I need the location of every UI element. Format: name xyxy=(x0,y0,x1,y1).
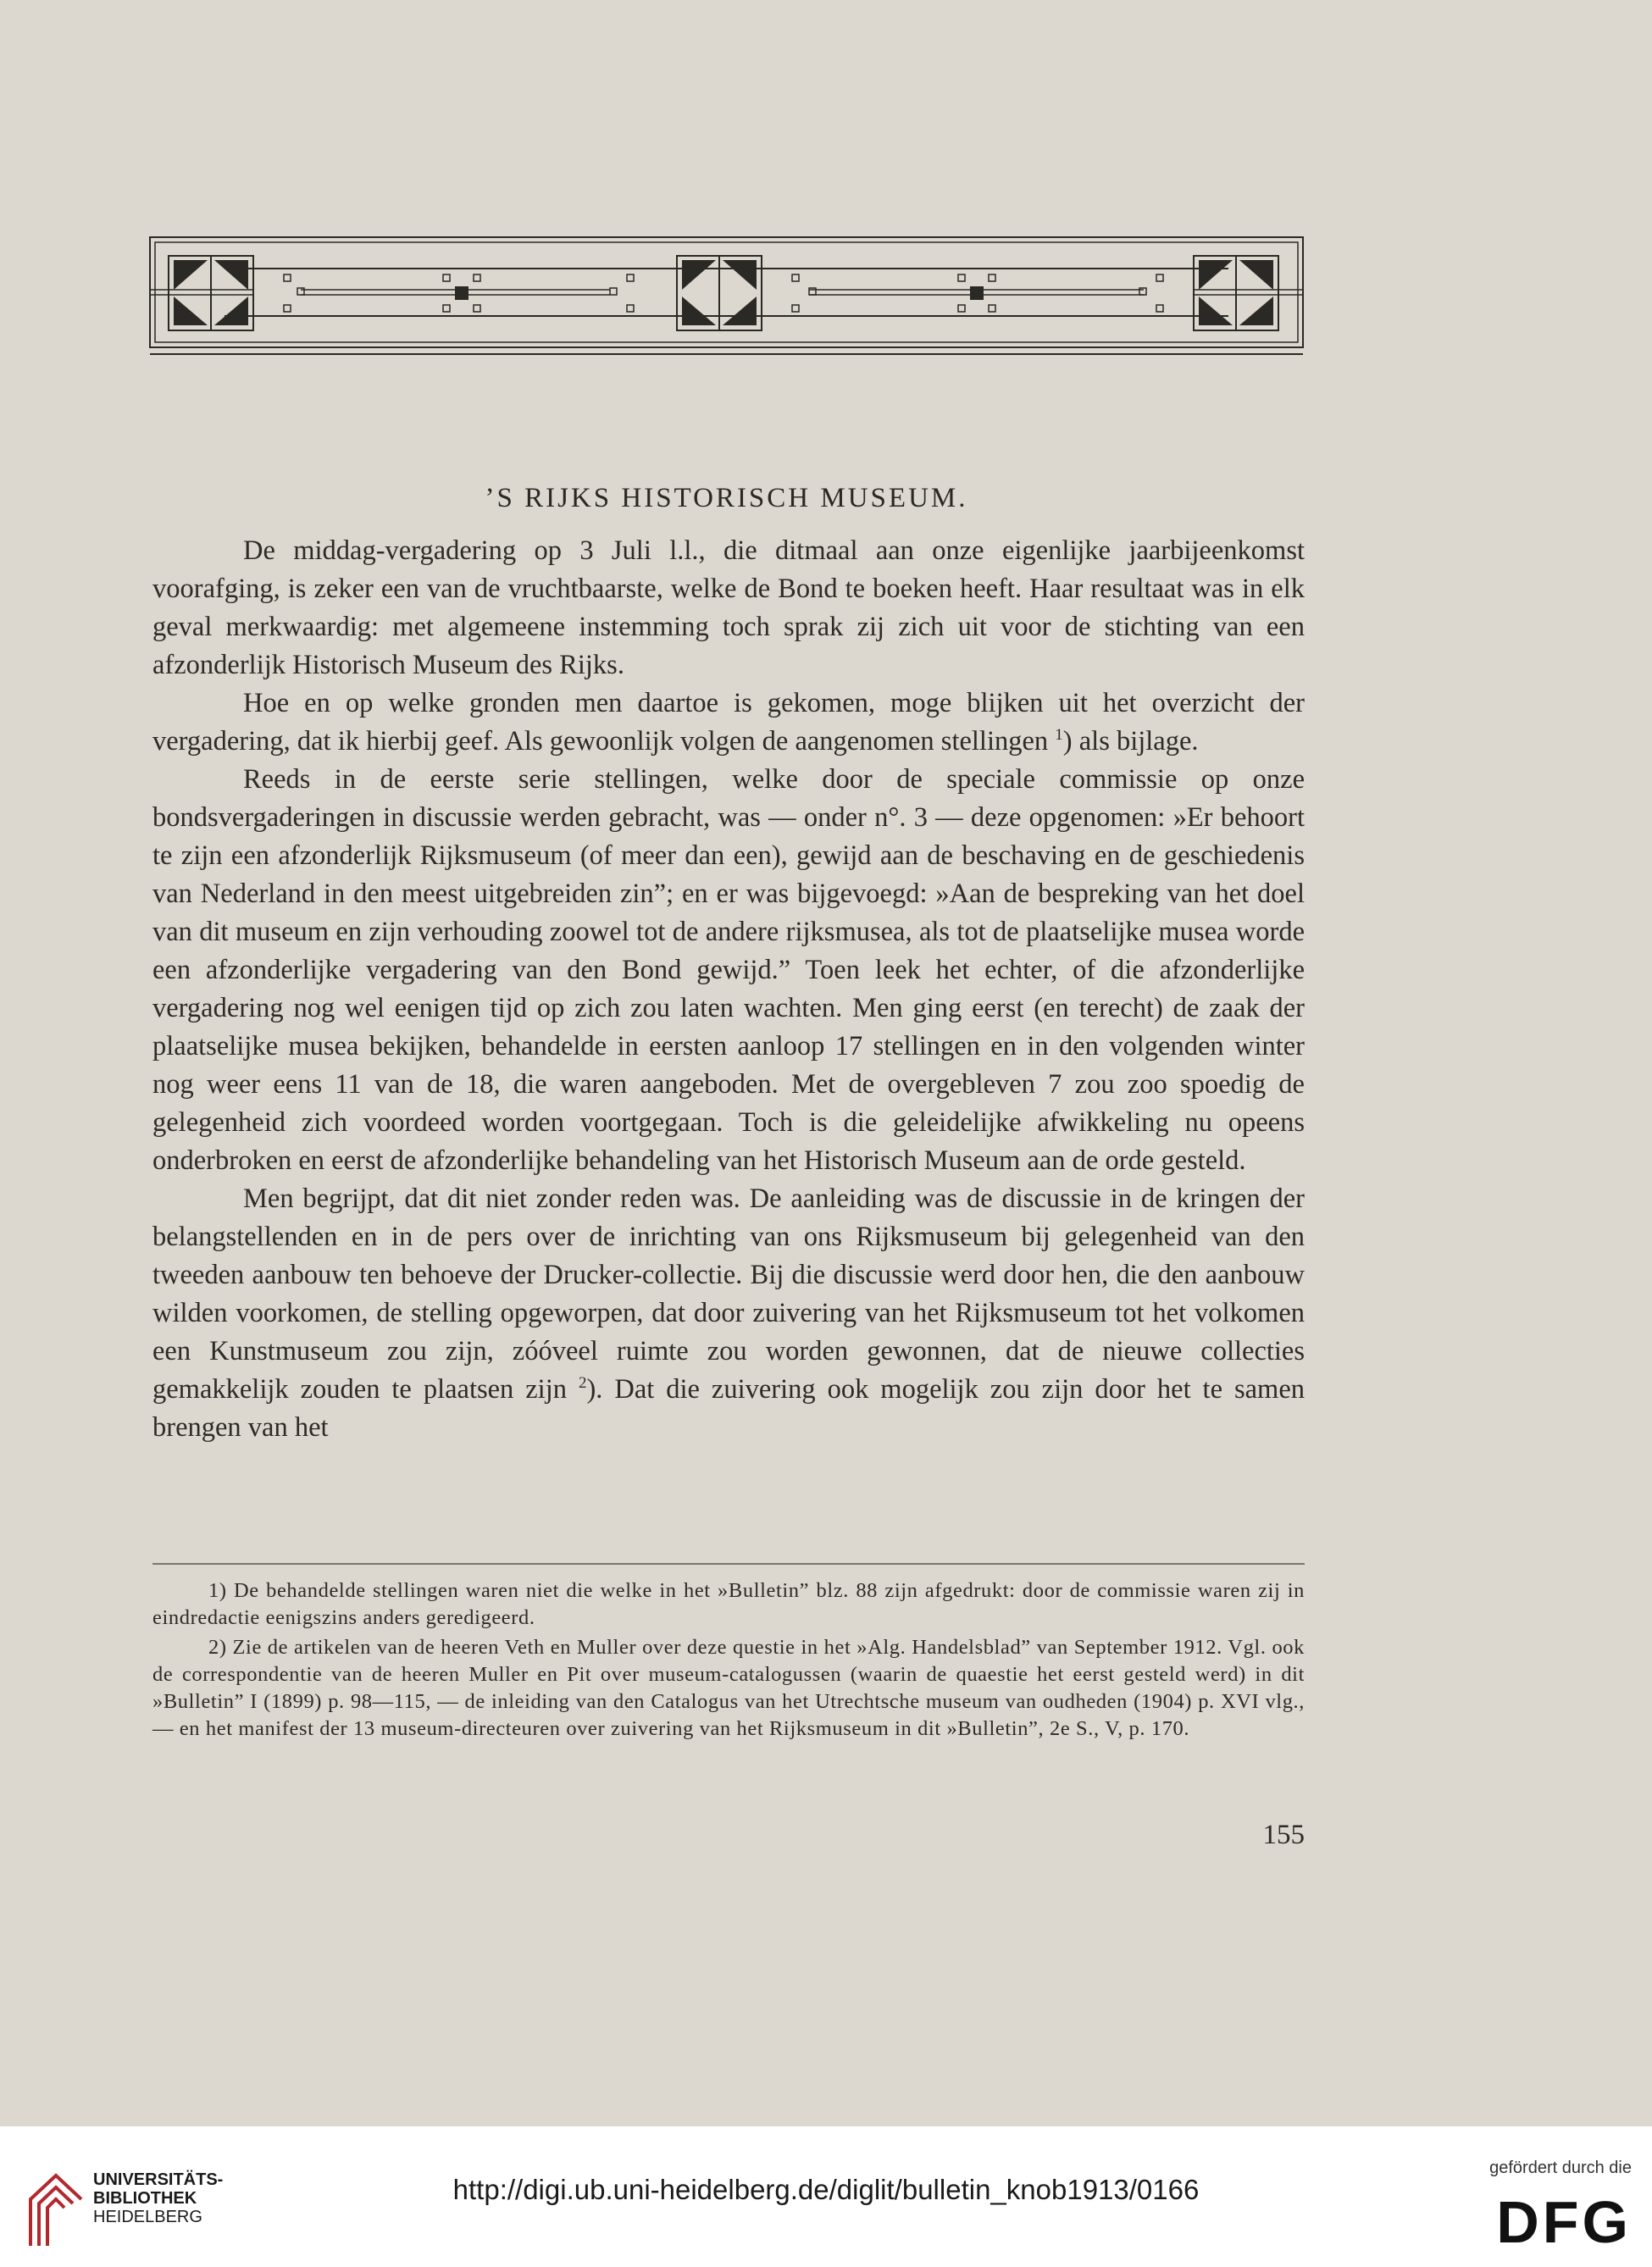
ornament-graphic xyxy=(148,230,1305,366)
footnote-reference: 2 xyxy=(578,1374,587,1393)
library-line-2: BIBLIOTHEK xyxy=(93,2189,197,2208)
library-line-1: UNIVERSITÄTS- xyxy=(93,2170,224,2189)
footnote: 1) De behandelde stellingen waren niet die welke in het »Bulletin” blz. 88 zijn afgedrukt: door de commissie waren zij in eindredactie eenigszins anders geredigeerd. xyxy=(152,1579,1305,1629)
paragraph-text-continued: ) als bijlage. xyxy=(1062,726,1199,757)
paragraph xyxy=(152,685,1305,761)
article-title: ’S RIJKS HISTORISCH MUSEUM. xyxy=(485,483,968,513)
digitization-footer xyxy=(0,2126,1652,2267)
paragraph xyxy=(152,532,1305,685)
paragraph-text: Reeds in de eerste serie stellingen, welke door de speciale commissie op onze bondsvergaderingen in discussie werden gebracht, was — onder n°. 3 — deze opgenomen: »Er behoort te zijn een afzonderlijk Rijksmuseum (of meer dan een), gewijd aan de beschaving en de geschiedenis van Nederland in den meest uitgebreiden zin”; en er was bijgevoegd: »Aan de bespreking van het doel van dit museum en zijn verhouding zoowel tot de andere rijksmusea, als tot de plaatselijke musea worde een afzonderlijke vergadering van den Bond gewijd.” Toen leek het echter, of die afzonderlijke vergadering nog wel eenigen tijd op zich zou laten wachten. Men ging eerst (en terecht) de zaak der plaatselijke musea bekijken, behandelde in eersten aanloop 17 stellingen en in den volgenden winter nog weer eens 11 van de 18, die waren aangeboden. Met de overgebleven 7 zou zoo spoedig de gelegenheid zich voordeed worden voortgegaan. Toch is die geleidelijke afwikkeling nu opeens onderbroken en eerst de afzonderlijke behandeling van het Historisch Museum aan de orde gesteld. xyxy=(152,764,1305,1176)
library-line-3: HEIDELBERG xyxy=(93,2208,202,2226)
footnote-divider xyxy=(152,1563,1305,1565)
funding-label: gefördert durch die xyxy=(1489,2159,1632,2177)
article-body xyxy=(152,532,1305,1447)
paragraph-text: Hoe en op welke gronden men daartoe is gekomen, moge blijken uit het overzicht der vergadering, dat ik hierbij geef. Als gewoonlijk volgen de aangenomen stellingen xyxy=(152,688,1305,757)
decorative-header-ornament xyxy=(148,230,1305,366)
page-number: 155 xyxy=(1262,1820,1305,1850)
paragraph-text: Men begrijpt, dat dit niet zonder reden was. De aanleiding was de discussie in de kringen der belangstellenden en in de pers over de inrichting van ons Rijksmuseum bij gelegenheid van den tweeden aanbouw ten behoeve der Drucker-collectie. Bij die discussie werd door hen, die den aanbouw wilden voorkomen, de stelling opgeworpen, dat door zuivering van het Rijksmuseum tot het volkomen een Kunstmuseum zou zijn, zóóveel ruimte zou worden gewonnen, dat de nieuwe collecties gemakkelijk zouden te plaatsen zijn xyxy=(152,1183,1305,1405)
paragraph xyxy=(152,761,1305,1180)
paragraph-text: De middag-vergadering op 3 Juli l.l., die ditmaal aan onze eigenlijke jaarbijeenkomst voorafging, is zeker een van de vruchtbaarste, welke de Bond te boeken heeft. Haar resultaat was in elk geval merkwaardig: met algemeene instemming toch sprak zij zich uit voor de stichting van een afzonderlijk Historisch Museum des Rijks. xyxy=(152,535,1305,680)
source-url-link[interactable]: http://digi.ub.uni-heidelberg.de/diglit/bulletin_knob1913/0166 xyxy=(452,2174,1200,2205)
paragraph xyxy=(152,1180,1305,1447)
university-library-logo-icon xyxy=(22,2165,90,2250)
paragraph-text-continued: ). Dat die zuivering ook mogelijk zou zijn door het te samen brengen van het xyxy=(152,1374,1305,1443)
footnote: 2) Zie de artikelen van de heeren Veth en Muller over deze questie in het »Alg. Handelsblad” van September 1912. Vgl. ook de correspondentie van de heeren Muller en Pit over museum-catalogussen (waarin de quaestie het eerst gesteld werd) in dit »Bulletin” I (1899) p. 98—115, — de inleiding van den Catalogus van het Utrechtsche museum van oudheden (1904) p. XVI vlg., — en het manifest der 13 museum-directeuren over zuivering van het Rijksmuseum in dit »Bulletin”, 2e S., V, p. 170. xyxy=(152,1636,1305,1740)
footnotes xyxy=(152,1577,1305,1745)
footnote-reference: 1 xyxy=(1055,726,1063,745)
dfg-logo: DFG xyxy=(1496,2189,1632,2255)
university-library-name xyxy=(93,2170,223,2226)
